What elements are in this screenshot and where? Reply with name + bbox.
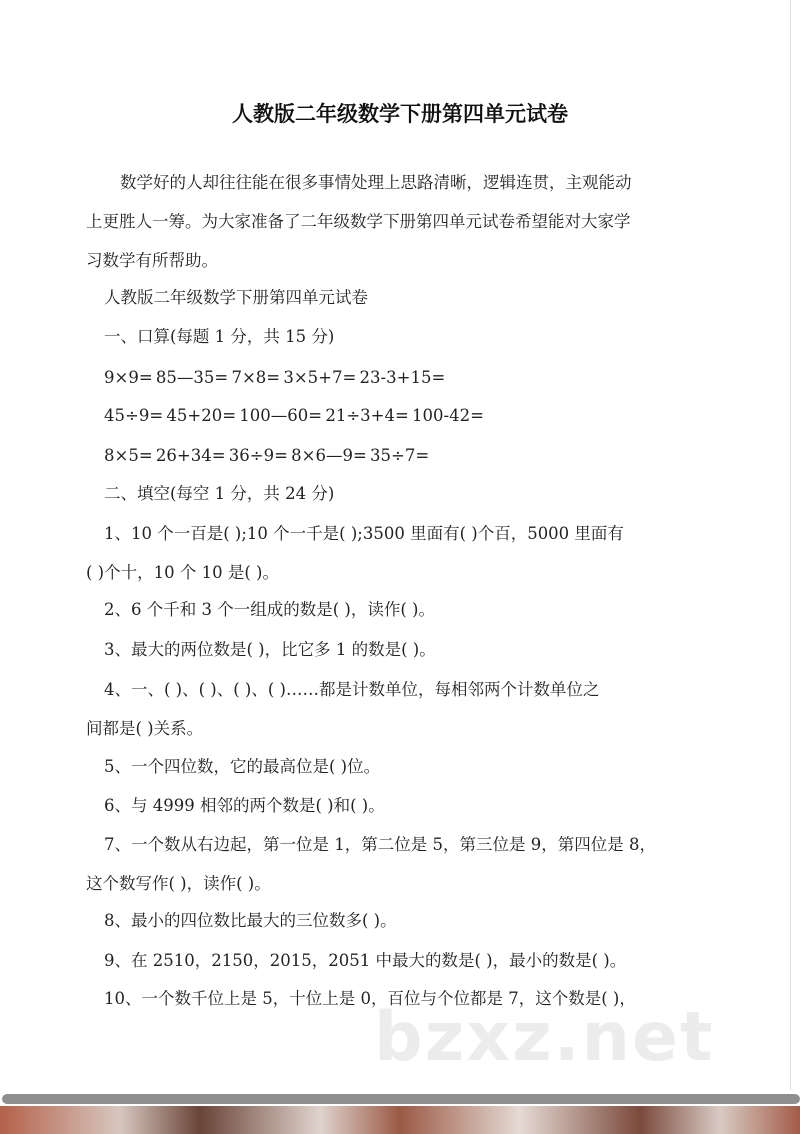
horizontal-scrollbar[interactable] [2, 1094, 800, 1104]
question-continued: ( )个十，10 个 10 是( )。 [86, 563, 279, 582]
watermark: bzxz.net [374, 998, 715, 1077]
intro-line: 上更胜人一筹。为大家准备了二年级数学下册第四单元试卷希望能对大家学 [86, 212, 631, 231]
question: 5、一个四位数，它的最高位是( )位。 [104, 757, 381, 776]
question: 7、一个数从右边起，第一位是 1，第二位是 5，第三位是 9，第四位是 8， [104, 835, 656, 854]
arithmetic-row: 8×5= 26+34= 36÷9= 8×6—9= 35÷7= [104, 446, 430, 465]
arithmetic-row: 45÷9= 45+20= 100—60= 21÷3+4= 100-42= [104, 406, 484, 425]
section-heading: 二、填空(每空 1 分，共 24 分) [104, 484, 335, 503]
question-continued: 间都是( )关系。 [86, 719, 204, 738]
question: 4、一、( )、( )、( )、( )……都是计数单位，每相邻两个计数单位之 [104, 680, 600, 699]
arithmetic-row: 9×9= 85—35= 7×8= 3×5+7= 23-3+15= [104, 368, 446, 387]
question: 1、10 个一百是( );10 个一千是( );3500 里面有( )个百，5000 里面有 [104, 524, 624, 543]
intro-line: 数学好的人却往往能在很多事情处理上思路清晰，逻辑连贯，主观能动 [120, 173, 632, 192]
question: 6、与 4999 相邻的两个数是( )和( )。 [104, 796, 385, 815]
question: 2、6 个千和 3 个一组成的数是( )，读作( )。 [104, 600, 435, 619]
question: 10、一个数千位上是 5，十位上是 0，百位与个位都是 7，这个数是( )， [104, 989, 636, 1008]
question-continued: 这个数写作( )，读作( )。 [86, 874, 271, 893]
question: 3、最大的两位数是( )，比它多 1 的数是( )。 [104, 640, 436, 659]
background-image-strip [0, 1106, 800, 1134]
section-heading: 一、口算(每题 1 分，共 15 分) [104, 327, 335, 346]
question: 8、最小的四位数比最大的三位数多( )。 [104, 911, 397, 930]
question: 9、在 2510，2150，2015，2051 中最大的数是( )，最小的数是( )。 [104, 951, 627, 970]
intro-line: 习数学有所帮助。 [86, 251, 218, 270]
document-title: 人教版二年级数学下册第四单元试卷 [232, 102, 568, 126]
subtitle: 人教版二年级数学下册第四单元试卷 [104, 288, 368, 307]
